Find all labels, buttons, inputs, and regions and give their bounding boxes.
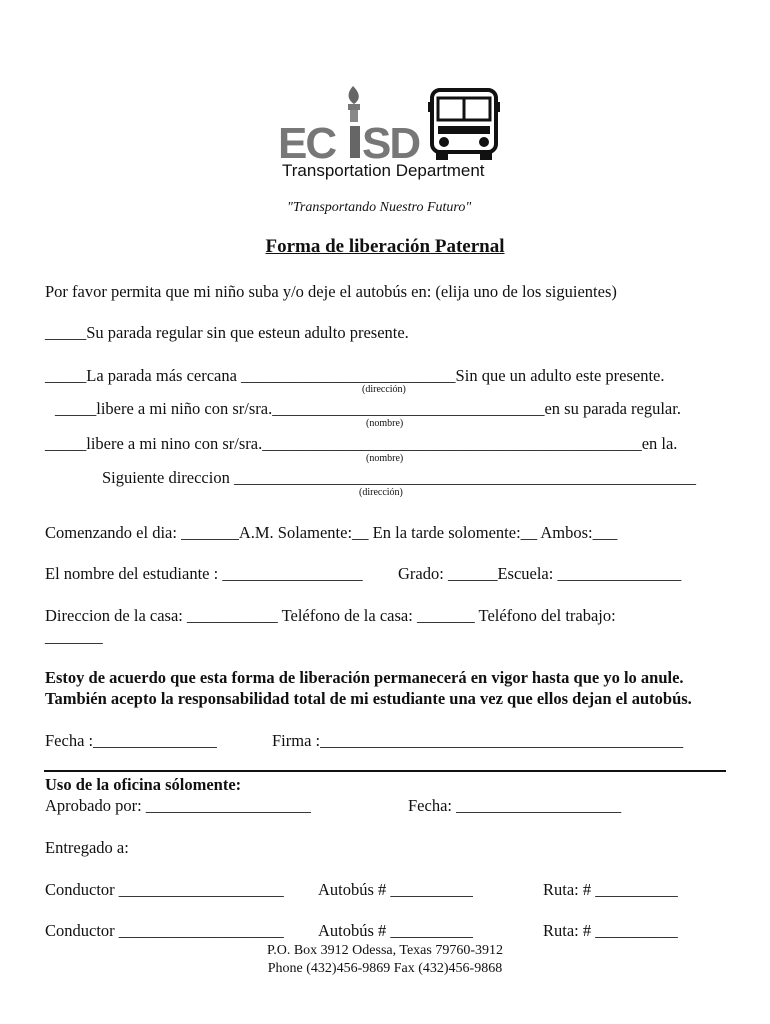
date-field: Fecha :_______________ — [45, 731, 217, 750]
route-field-1: Ruta: # __________ — [543, 880, 678, 899]
driver-field-2: Conductor ____________________ — [45, 921, 284, 940]
department-name: Transportation Department — [282, 161, 485, 180]
work-phone-blank: _______ — [45, 627, 103, 646]
office-date-field: Fecha: ____________________ — [408, 796, 622, 815]
driver-field-1: Conductor ____________________ — [45, 880, 284, 899]
agreement-line-1: Estoy de acuerdo que esta forma de liberación permanecerá en vigor hasta que yo lo anule. — [45, 668, 684, 687]
footer-phone: Phone (432)456-9869 Fax (432)456-9868 — [267, 961, 503, 976]
grade-school-field: Grado: ______Escuela: _______________ — [398, 564, 682, 583]
delivered-to-label: Entregado a: — [45, 838, 129, 857]
office-divider — [44, 770, 726, 772]
svg-text:EC: EC — [278, 119, 336, 168]
route-field-2: Ruta: # __________ — [543, 921, 678, 940]
agreement-line-2: También acepto la responsabilidad total de mi estudiante una vez que ellos dejan el autobús. — [45, 689, 692, 708]
signature-field: Firma :____________________________________________ — [272, 731, 684, 750]
name-hint-2: (nombre) — [366, 453, 404, 464]
office-heading: Uso de la oficina sólomente: — [45, 775, 242, 794]
motto: "Transportando Nuestro Futuro" — [287, 200, 472, 215]
name-hint: (nombre) — [366, 418, 404, 429]
option-release-next: _____libere a mi nino con sr/sra.______________________________________________en la. — [45, 434, 678, 453]
option-release-regular: _____libere a mi niño con sr/sra._________________________________en su parada regular. — [55, 399, 681, 418]
page-title: Forma de liberación Paternal — [265, 236, 505, 257]
bus-field-1: Autobús # __________ — [318, 880, 473, 899]
footer-address: P.O. Box 3912 Odessa, Texas 79760-3912 — [267, 943, 503, 958]
start-day-field: Comenzando el dia: _______A.M. Solamente:__ En la tarde solomente:__ Ambos:___ — [45, 523, 618, 542]
address-phone-field: Direccion de la casa: ___________ Teléfono de la casa: _______ Teléfono del trabajo: — [45, 606, 616, 625]
address-hint: (dirección) — [362, 384, 406, 395]
address-hint-2: (dirección) — [359, 487, 403, 498]
student-name-field: El nombre del estudiante : _________________ — [45, 564, 363, 583]
bus-field-2: Autobús # __________ — [318, 921, 473, 940]
next-direction: Siguiente direccion ________________________________________________________ — [102, 468, 696, 487]
option-nearest-stop: _____La parada más cercana __________________________Sin que un adulto este presente. — [45, 366, 665, 385]
option-regular-stop: _____Su parada regular sin que esteun adulto presente. — [45, 323, 409, 342]
approved-by-field: Aprobado por: ____________________ — [45, 796, 311, 815]
svg-text:SD: SD — [362, 119, 420, 168]
intro-text: Por favor permita que mi niño suba y/o deje el autobús en: (elija uno de los siguientes) — [45, 282, 617, 301]
